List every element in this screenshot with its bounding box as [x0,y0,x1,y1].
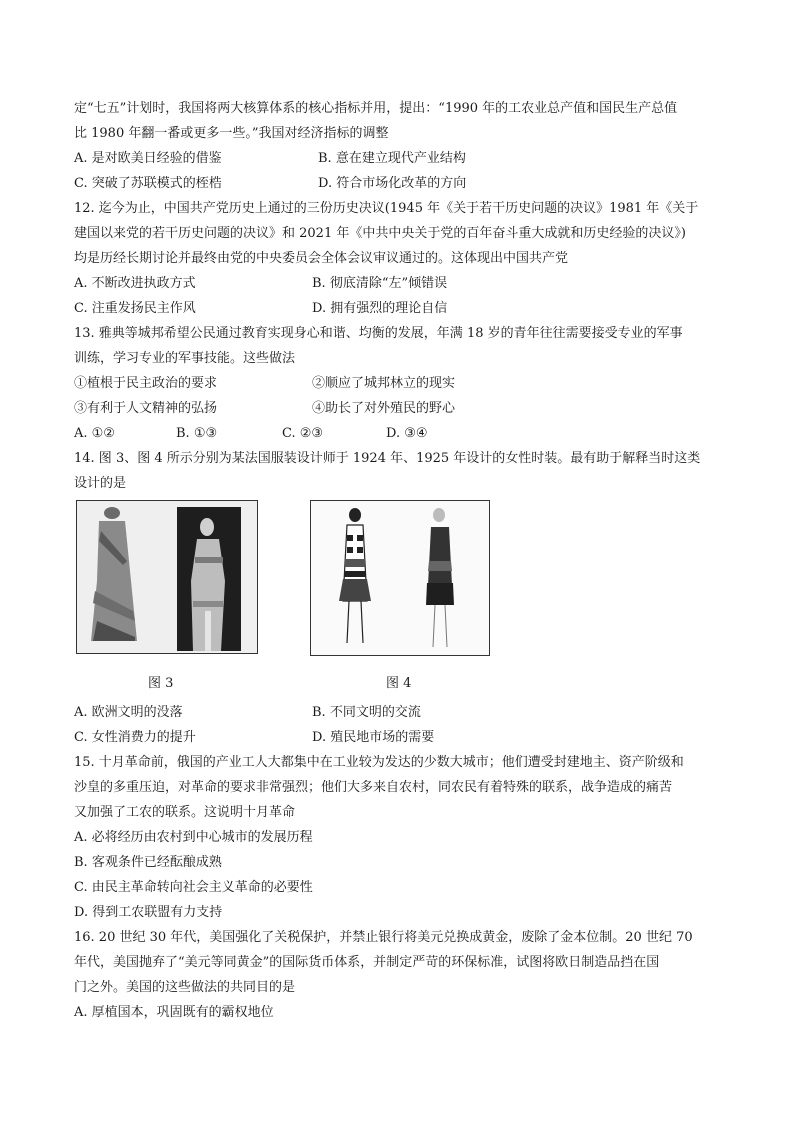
statement-1: ①植根于民主政治的要求 [74,376,218,391]
q15-stem-line: 又加强了工农的联系。这说明十月革命 [74,805,296,820]
option-row [74,296,734,321]
option-d[interactable]: D. 拥有强烈的理论自信 [312,301,448,316]
option-a[interactable]: A. ①② [74,426,115,441]
option-row [74,171,734,196]
option-d[interactable]: D. 符合市场化改革的方向 [318,176,467,191]
option-b[interactable]: B. 彻底清除“左”倾错误 [312,276,448,291]
option-b[interactable]: B. 意在建立现代产业结构 [318,151,466,166]
figures-area [74,500,734,700]
statement-4: ④助长了对外殖民的野心 [312,401,456,416]
option-row [74,271,734,296]
statement-2: ②顺应了城邦林立的现实 [312,376,456,391]
option-c[interactable]: C. 注重发扬民主作风 [74,301,196,316]
q12-stem-line: 建国以来党的若干历史问题的决议》和 2021 年《中共中央关于党的百年奋斗重大成就和历史经验的决议》) [74,226,686,241]
q12-stem-line: 12. 迄今为止，中国共产党历史上通过的三份历史决议(1945 年《关于若干历史问题的决议》1981 年《关于 [74,201,699,216]
option-c[interactable]: C. 突破了苏联模式的桎梏 [74,176,222,191]
q13-stem-line: 13. 雅典等城邦希望公民通过教育实现身心和谐、均衡的发展，年满 18 岁的青年往往需要接受专业的军事 [74,326,683,341]
option-b[interactable]: B. 不同文明的交流 [312,705,421,720]
q16-stem-line: 年代，美国抛弃了“美元等同黄金”的国际货币体系，并制定严苛的环保标准，试图将欧日制造品挡在国 [74,955,660,970]
option-d[interactable]: D. ③④ [386,426,428,441]
statement-row [74,396,734,421]
q16-stem-line: 门之外。美国的这些做法的共同目的是 [74,980,296,995]
q13-stem-line: 训练，学习专业的军事技能。这些做法 [74,351,296,366]
statement-3: ③有利于人文精神的弘扬 [74,401,218,416]
q14-stem-line: 设计的是 [74,476,127,491]
q12-stem-line: 均是历经长期讨论并最终由党的中央委员会全体会议审议通过的。这体现出中国共产党 [74,251,569,266]
option-row [74,725,734,750]
option-a[interactable]: A. 不断改进执政方式 [74,276,196,291]
q11-stem-line: 比 1980 年翻一番或更多一些。”我国对经济指标的调整 [74,126,389,141]
option-a[interactable]: A. 是对欧美日经验的借鉴 [74,151,222,166]
statement-row [74,371,734,396]
dress-sketch-icon [311,501,489,655]
option-b[interactable]: B. 客观条件已经酝酿成熟 [74,855,222,870]
option-d[interactable]: D. 得到工农联盟有力支持 [74,905,223,920]
option-c[interactable]: C. 由民主革命转向社会主义革命的必要性 [74,880,313,895]
option-b[interactable]: B. ①③ [176,426,218,441]
figure-3-photo [76,500,258,654]
option-a[interactable]: A. 必将经历由农村到中心城市的发展历程 [74,830,313,845]
dress-photo-icon [77,501,257,653]
q11-stem-line: 定“七五”计划时，我国将两大核算体系的核心指标并用，提出：“1990 年的工农业总产值和国民生产总值 [74,101,678,116]
option-row [74,700,734,725]
option-a[interactable]: A. 厚植国本，巩固既有的霸权地位 [74,1005,274,1020]
option-d[interactable]: D. 殖民地市场的需要 [312,730,435,745]
q15-stem-line: 15. 十月革命前，俄国的产业工人大都集中在工业较为发达的少数大城市；他们遭受封建地主、资产阶级和 [74,755,684,770]
q16-stem-line: 16. 20 世纪 30 年代，美国强化了关税保护，并禁止银行将美元兑换成黄金，废除了金本位制。20 世纪 70 [74,930,693,945]
q15-stem-line: 沙皇的多重压迫，对革命的要求非常强烈；他们大多来自农村，同农民有着特殊的联系，战争造成的痛苦 [74,780,673,795]
figure-3-caption: 图 3 [148,676,174,691]
option-c[interactable]: C. 女性消费力的提升 [74,730,196,745]
exam-page [74,96,734,1025]
option-c[interactable]: C. ②③ [282,426,324,441]
option-row [74,421,734,446]
figure-4-caption: 图 4 [386,676,412,691]
option-a[interactable]: A. 欧洲文明的没落 [74,705,183,720]
option-row [74,146,734,171]
figure-4-photo [310,500,490,656]
q14-stem-line: 14. 图 3、图 4 所示分别为某法国服装设计师于 1924 年、1925 年设计的女性时装。最有助于解释当时这类 [74,451,701,466]
